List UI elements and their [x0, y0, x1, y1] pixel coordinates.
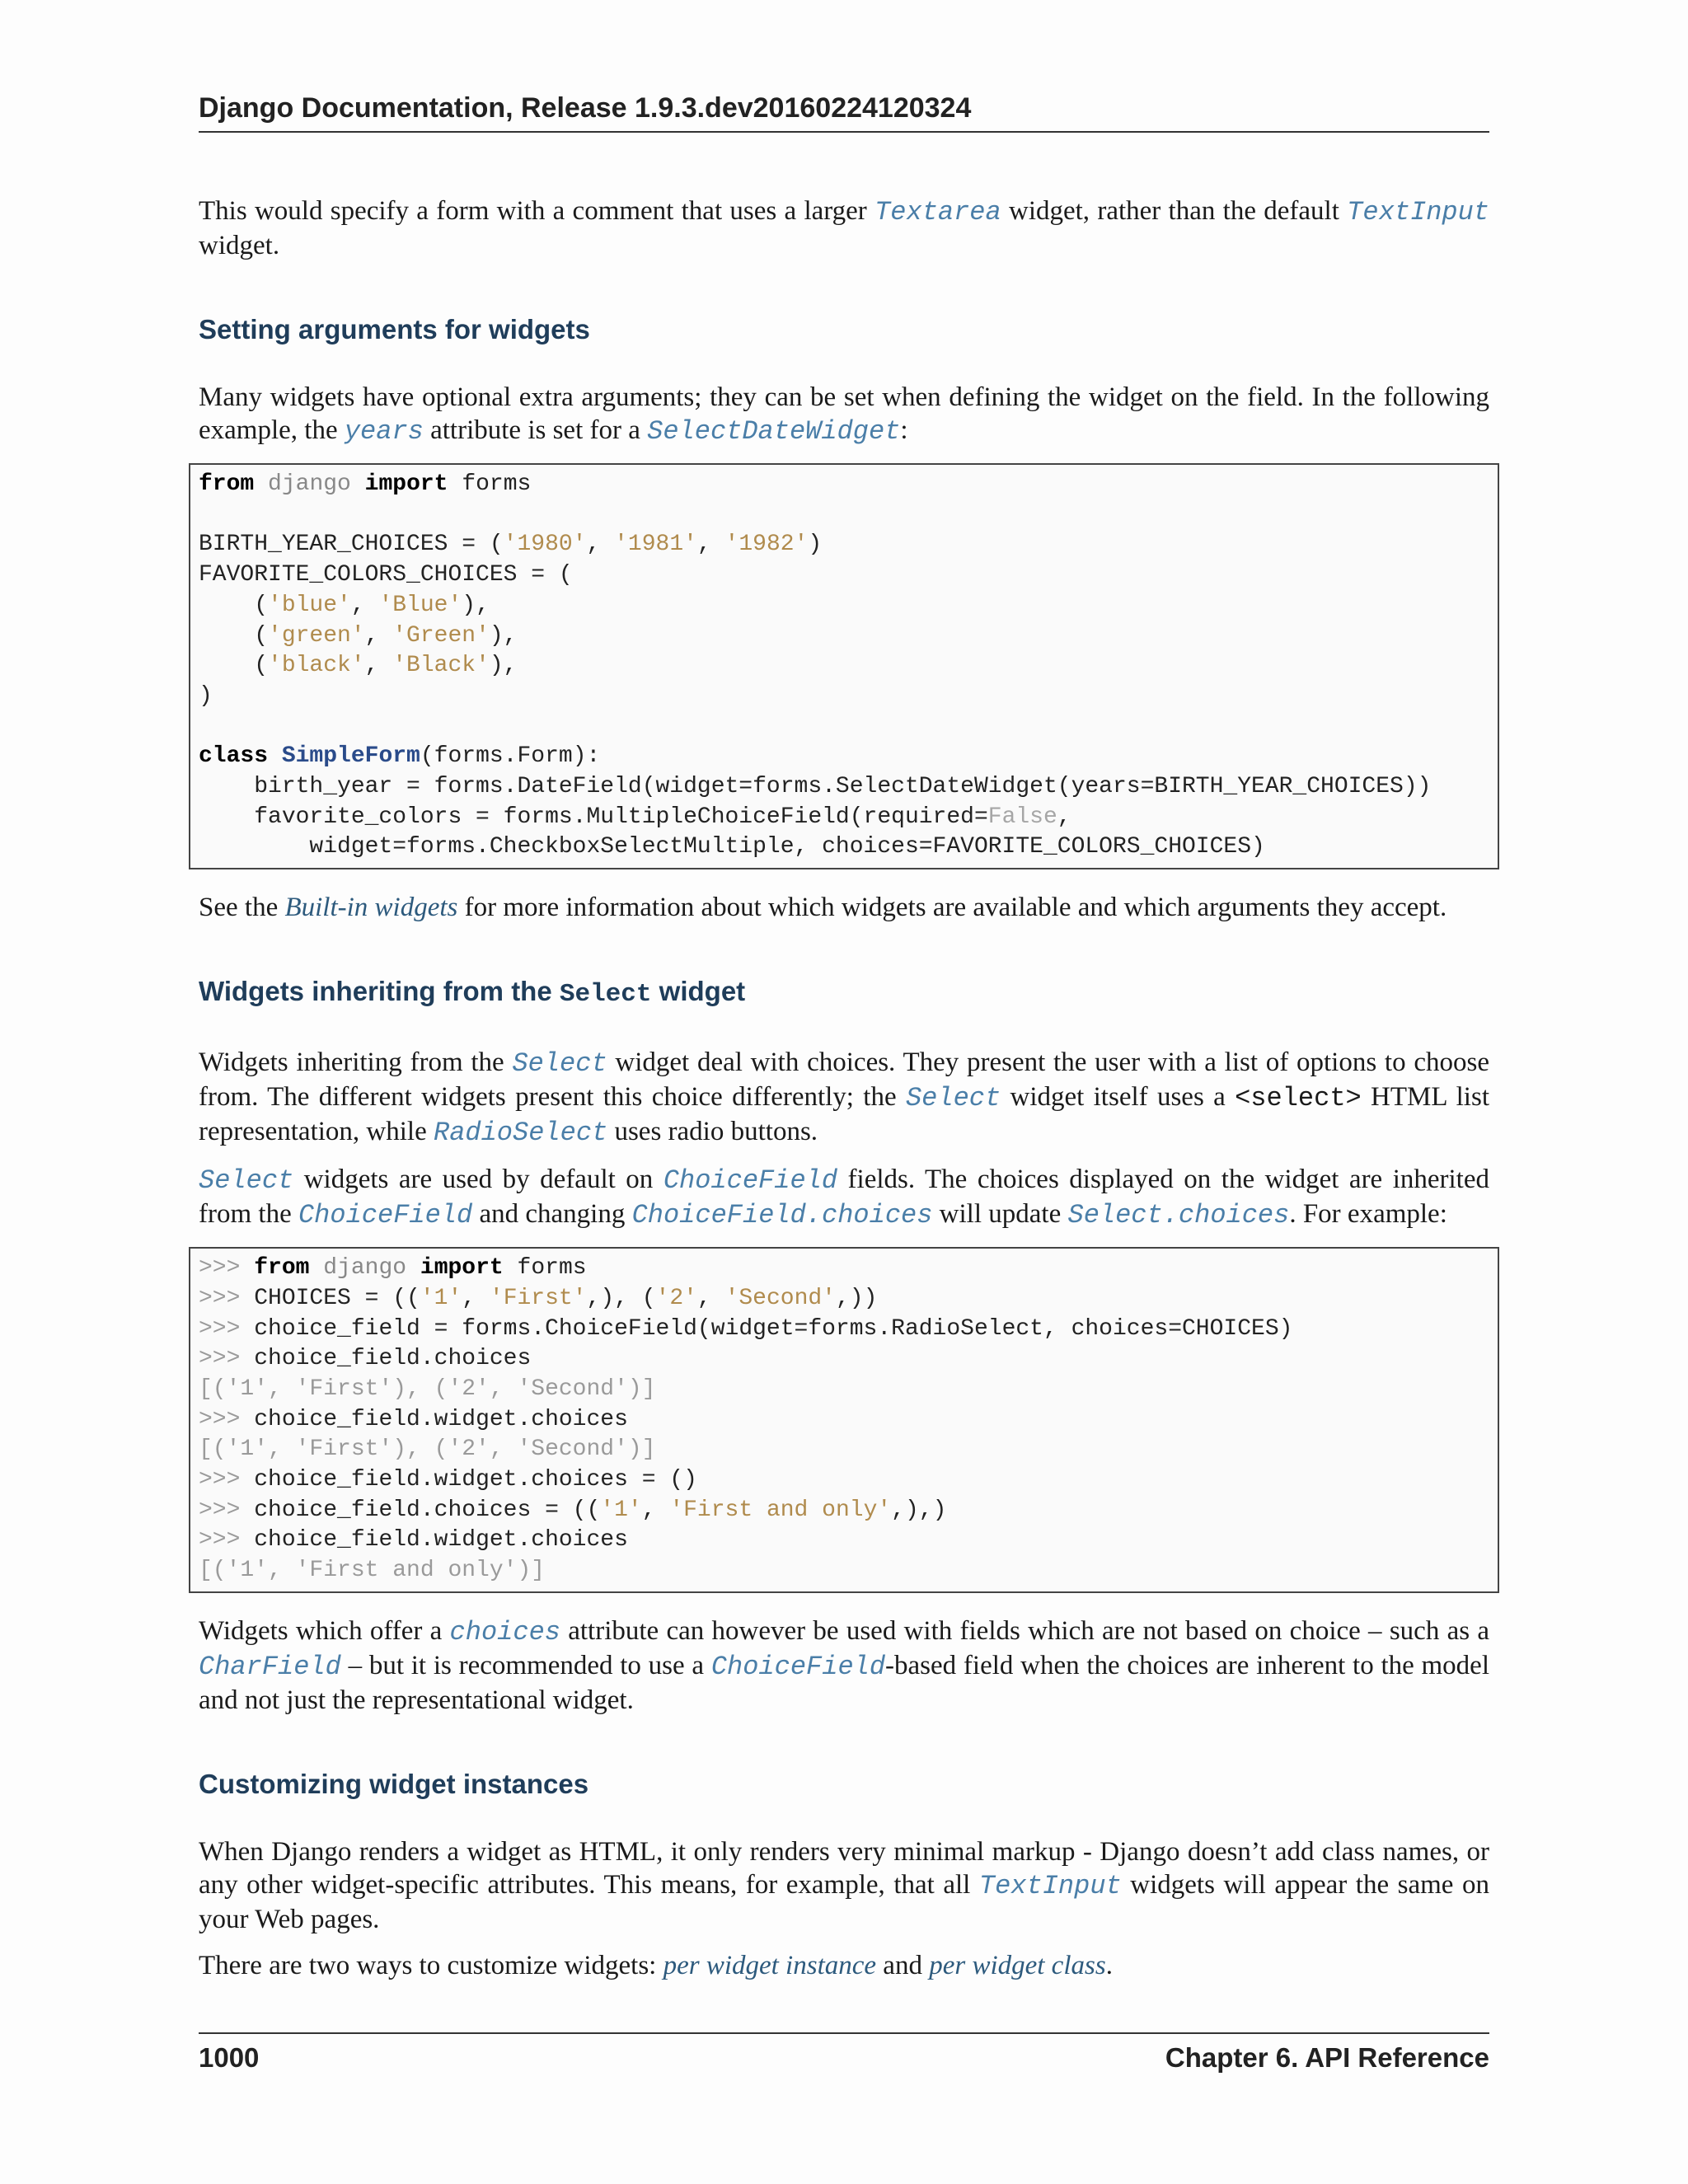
- prompt: >>>: [199, 1527, 255, 1554]
- code-token: choice_field.widget.choices = (): [254, 1467, 697, 1493]
- select-choices-link[interactable]: Select.choices: [1067, 1200, 1290, 1231]
- prompt: >>>: [199, 1497, 255, 1523]
- text: attribute is set for a: [423, 415, 648, 445]
- text: HTML list representation, while: [199, 1082, 1489, 1147]
- code-token: BIRTH_YEAR_CHOICES = (: [199, 532, 504, 558]
- code-token: '1981': [614, 532, 697, 558]
- section2-paragraph-3: [199, 1615, 1489, 1717]
- choicefield-choices-link[interactable]: ChoiceField.choices: [631, 1200, 933, 1231]
- code-token: forms: [462, 471, 532, 497]
- code-token: FAVORITE_COLORS_CHOICES = (: [199, 562, 573, 588]
- code-token: django: [268, 471, 351, 497]
- code-token: 'Blue': [378, 592, 462, 618]
- prompt: >>>: [199, 1255, 255, 1282]
- text: widget itself uses a: [1001, 1082, 1236, 1113]
- text: attribute can however be used with fields which are not based on choice – such as a: [560, 1615, 1489, 1646]
- code-token: choice_field.widget.choices: [254, 1406, 628, 1432]
- code-token: CHOICES = ((: [254, 1285, 420, 1311]
- code-token: forms: [517, 1255, 587, 1282]
- code-token: 'First': [489, 1285, 587, 1311]
- code-token: from: [199, 471, 255, 497]
- radioselect-link[interactable]: RadioSelect: [433, 1118, 608, 1149]
- code-token: choice_field.choices = ((: [254, 1497, 601, 1523]
- code-token: '1980': [503, 532, 587, 558]
- textinput-link[interactable]: TextInput: [1347, 197, 1489, 227]
- text: fields. The choices displayed on the widget are inherited from the: [199, 1165, 1489, 1230]
- prompt: >>>: [199, 1285, 255, 1311]
- choices-link[interactable]: choices: [449, 1616, 560, 1647]
- code-token: '2': [655, 1285, 697, 1311]
- code-output: [('1', 'First and only')]: [199, 1558, 546, 1584]
- text: Widgets inheriting from the: [199, 976, 560, 1007]
- code-token: favorite_colors = forms.MultipleChoiceField(required=: [199, 804, 988, 830]
- code-token: 'Green': [392, 622, 490, 649]
- section2-paragraph-2: [199, 1163, 1489, 1232]
- code-token: 'Second': [724, 1285, 836, 1311]
- text: There are two ways to customize widgets:: [199, 1950, 663, 1980]
- section-heading-setting-arguments: Setting arguments for widgets: [199, 314, 590, 344]
- running-header: [199, 92, 1489, 133]
- text: widget, rather than the default: [1001, 196, 1348, 226]
- code-token: ,),): [891, 1497, 947, 1523]
- section2-paragraph-1: [199, 1046, 1489, 1150]
- chapter-title: Chapter 6. API Reference: [1165, 2042, 1489, 2073]
- prompt: >>>: [199, 1315, 255, 1342]
- code-token: widget=forms.CheckboxSelectMultiple, choices=FAVORITE_COLORS_CHOICES): [199, 834, 1265, 860]
- code-token: '1': [420, 1285, 462, 1311]
- code-block-simpleform: from django import forms BIRTH_YEAR_CHOICES = ('1980', '1981', '1982') FAVORITE_COLORS_CHOICES = ( ('blue', 'Blue'), ('green', 'Green'), ('black', 'Black'), ) class SimpleForm(forms.Form): birth_year = forms.DateField(widget=forms.SelectDateWidget(years=BIRTH_YEAR_CHOICES)) favorite_colors = forms.MultipleChoiceField(required=False, widget=forms.CheckboxSelectMultiple, choices=FAVORITE_COLORS_CHOICES): [189, 463, 1499, 869]
- text: This would specify a form with a comment that uses a larger: [199, 196, 875, 226]
- section-heading-customizing-instances: Customizing widget instances: [199, 1768, 589, 1799]
- text: and: [876, 1950, 930, 1980]
- text: – but it is recommended to use a: [340, 1650, 711, 1680]
- text: Widgets which offer a: [199, 1615, 450, 1646]
- text: uses radio buttons.: [607, 1117, 818, 1147]
- text: widget: [651, 976, 746, 1007]
- code-output: [('1', 'First'), ('2', 'Second')]: [199, 1376, 656, 1402]
- section3-paragraph-2: [199, 1949, 1489, 1982]
- select-link[interactable]: Select: [512, 1048, 607, 1080]
- code-token: (forms.Form):: [420, 743, 601, 770]
- select-link[interactable]: Select: [905, 1083, 1001, 1114]
- code-token: 'blue': [268, 592, 351, 618]
- code-token: choice_field.widget.choices: [254, 1527, 628, 1554]
- select-link[interactable]: Select: [199, 1165, 294, 1197]
- code-token: class: [199, 743, 269, 770]
- code-token: 'Black': [392, 653, 490, 679]
- code-token: from: [254, 1255, 310, 1282]
- running-footer: [199, 2032, 1489, 2074]
- per-widget-instance-link[interactable]: per widget instance: [663, 1950, 877, 1980]
- builtin-widgets-link[interactable]: Built-in widgets: [284, 893, 458, 923]
- text: Select: [559, 980, 652, 1010]
- page-number: 1000: [199, 2042, 260, 2073]
- code-token: 'green': [268, 622, 365, 649]
- years-link[interactable]: years: [344, 416, 424, 447]
- section3-paragraph-1: [199, 1835, 1489, 1936]
- text: widget.: [199, 231, 280, 260]
- text: :: [900, 415, 908, 445]
- per-widget-class-link[interactable]: per widget class: [929, 1950, 1106, 1980]
- code-token: ): [199, 682, 213, 709]
- charfield-link[interactable]: CharField: [199, 1651, 341, 1682]
- code-token: 'black': [268, 653, 365, 679]
- code-token: SimpleForm: [281, 743, 420, 770]
- text: for more information about which widgets are available and which arguments they accept.: [457, 893, 1447, 923]
- code-token: 'First and only': [669, 1497, 892, 1523]
- section-heading-select-widget: [199, 975, 1489, 1011]
- code-token: choice_field.choices: [254, 1346, 532, 1372]
- code-token: import: [364, 471, 448, 497]
- prompt: >>>: [199, 1406, 255, 1432]
- text: widget deal with choices. They present the user with a list of options to choose from. The different widgets present this choice differently; the: [199, 1047, 1489, 1113]
- code-token: False: [987, 804, 1057, 830]
- selectdatewidget-link[interactable]: SelectDateWidget: [647, 416, 901, 447]
- code-token: django: [323, 1255, 407, 1282]
- code-token: import: [420, 1255, 504, 1282]
- code-token: ): [808, 532, 823, 558]
- main-content: [199, 194, 1489, 1995]
- choicefield-link[interactable]: ChoiceField: [663, 1165, 838, 1197]
- text: See the: [199, 893, 285, 923]
- code-output: [('1', 'First'), ('2', 'Second')]: [199, 1436, 656, 1463]
- textarea-link[interactable]: Textarea: [874, 197, 1001, 227]
- textinput-link[interactable]: TextInput: [978, 1870, 1122, 1901]
- text: -based field when the choices are inherent to the model and not just the representational widget.: [199, 1650, 1489, 1715]
- intro-paragraph: [199, 194, 1489, 262]
- text: and changing: [472, 1199, 632, 1230]
- code-token: ,)): [835, 1285, 878, 1311]
- code-token: ,), (: [586, 1285, 656, 1311]
- choicefield-link[interactable]: ChoiceField: [298, 1200, 473, 1231]
- inline-code: <select>: [1235, 1083, 1362, 1114]
- section1-see-also: [199, 891, 1489, 924]
- prompt: >>>: [199, 1346, 255, 1372]
- code-token: birth_year = forms.DateField(widget=forms.SelectDateWidget(years=BIRTH_YEAR_CHOICES)): [199, 774, 1432, 800]
- text: widgets will appear the same on your Web pages.: [199, 1869, 1489, 1934]
- text: .: [1105, 1950, 1113, 1980]
- section1-paragraph: [199, 381, 1489, 448]
- header-title: Django Documentation, Release 1.9.3.dev20160224120324: [199, 92, 972, 124]
- choicefield-link[interactable]: ChoiceField: [710, 1651, 886, 1682]
- code-token: '1982': [724, 532, 809, 558]
- text: . For example:: [1289, 1199, 1447, 1230]
- text: Widgets inheriting from the: [199, 1047, 513, 1078]
- code-token: choice_field = forms.ChoiceField(widget=forms.RadioSelect, choices=CHOICES): [254, 1315, 1293, 1342]
- code-block-choices: >>> from django import forms >>> CHOICES = (('1', 'First',), ('2', 'Second',)) >>> choice_field = forms.ChoiceField(widget=forms.RadioSelect, choices=CHOICES) >>> choice_field.choices [('1', 'First'), ('2', 'Second')] >>> choice_field.widget.choices [('1', 'First'), ('2', 'Second')] >>> choice_field.widget.choices = () >>> choice_field.choices = (('1', 'First and only',),) >>> choice_field.widget.choices [('1', 'First and only')]: [189, 1247, 1499, 1593]
- prompt: >>>: [199, 1467, 255, 1493]
- text: widgets are used by default on: [293, 1165, 663, 1195]
- code-token: '1': [600, 1497, 642, 1523]
- text: will update: [932, 1199, 1068, 1230]
- text: Many widgets have optional extra arguments; they can be set when defining the widget on the field. In the following example, the: [199, 382, 1489, 445]
- text: When Django renders a widget as HTML, it only renders very minimal markup - Django doesn’t add class names, or any other widget-specific attributes. This means, for example, that all: [199, 1836, 1489, 1900]
